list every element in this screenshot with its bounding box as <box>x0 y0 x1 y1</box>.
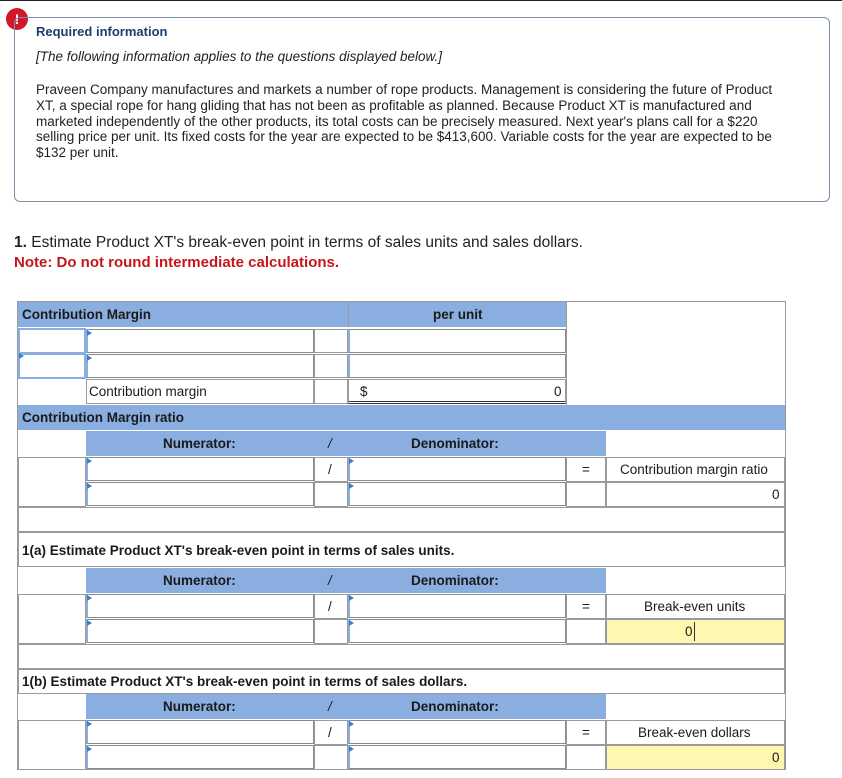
cm-ratio-denominator-header: Denominator: <box>411 436 499 451</box>
be-units-title: 1(a) Estimate Product XT's break-even point in terms of sales units. <box>22 543 455 558</box>
spacer-cell <box>566 619 606 644</box>
top-divider <box>0 0 842 1</box>
cm-label-select-2[interactable] <box>18 353 86 379</box>
blank-row <box>18 644 785 669</box>
required-note: [The following information applies to the questions displayed below.] <box>36 49 442 64</box>
be-dollars-result-cell <box>606 745 785 770</box>
division-slash: / <box>328 436 332 451</box>
spacer-cell <box>566 745 606 770</box>
division-slash: / <box>328 599 332 614</box>
cm-ratio-title: Contribution Margin ratio <box>22 410 184 425</box>
question-number: 1. <box>14 234 27 251</box>
alert-icon: ! <box>6 8 28 30</box>
dropdown-arrow-icon <box>87 746 92 752</box>
per-unit-header: per unit <box>433 307 483 322</box>
dropdown-arrow-icon <box>87 620 92 626</box>
be-dollars-title: 1(b) Estimate Product XT's break-even point in terms of sales dollars. <box>22 674 468 689</box>
be-units-denominator-input[interactable] <box>348 594 566 618</box>
be-dollars-numerator-header: Numerator: <box>163 699 236 714</box>
be-units-denominator-header: Denominator: <box>411 573 499 588</box>
cm-ratio-result-value: 0 <box>772 487 780 502</box>
spacer-cell <box>314 482 348 507</box>
dropdown-arrow-icon <box>349 458 354 464</box>
be-units-numerator-header: Numerator: <box>163 573 236 588</box>
spacer-cell <box>18 594 86 644</box>
question-text: Estimate Product XT's break-even point in terms of sales units and sales dollars. <box>31 234 583 251</box>
cm-title: Contribution Margin <box>22 307 151 322</box>
worksheet-grid <box>17 301 786 770</box>
cm-total-value-cell <box>348 379 566 404</box>
equals-sign: = <box>582 725 590 740</box>
dropdown-arrow-icon <box>19 353 24 359</box>
dropdown-arrow-icon <box>87 595 92 601</box>
dropdown-arrow-icon <box>87 355 92 361</box>
be-units-numerator-value-input[interactable] <box>86 619 314 643</box>
cm-ratio-numerator-header: Numerator: <box>163 436 236 451</box>
blank-row <box>18 507 785 532</box>
spacer-cell <box>18 720 86 770</box>
spacer-cell <box>314 354 348 378</box>
dropdown-arrow-icon <box>87 458 92 464</box>
spacer-cell <box>314 619 348 644</box>
dropdown-arrow-icon <box>349 483 354 489</box>
question-note: Note: Do not round intermediate calculations. <box>14 254 340 271</box>
divider <box>566 302 567 405</box>
cm-ratio-result-value-cell <box>606 482 785 507</box>
spacer-cell <box>566 482 606 507</box>
division-slash: / <box>328 462 332 477</box>
be-units-numerator-input[interactable] <box>86 594 314 618</box>
dropdown-arrow-icon <box>349 595 354 601</box>
cm-ratio-denominator-input[interactable] <box>348 457 566 481</box>
equals-sign: = <box>582 462 590 477</box>
dropdown-arrow-icon <box>87 483 92 489</box>
spacer-cell <box>18 457 86 507</box>
dropdown-arrow-icon <box>349 746 354 752</box>
cm-item-input-2[interactable] <box>86 354 314 378</box>
dropdown-arrow-icon <box>87 721 92 727</box>
be-dollars-result-value: 0 <box>772 750 780 765</box>
spacer-cell <box>314 329 348 353</box>
division-slash: / <box>328 573 332 588</box>
be-units-result-cell <box>606 619 785 644</box>
required-title: Required information <box>36 24 168 39</box>
divider <box>348 302 349 327</box>
dropdown-arrow-icon <box>87 330 92 336</box>
dropdown-arrow-icon <box>349 620 354 626</box>
cm-ratio-result-label: Contribution margin ratio <box>620 462 768 477</box>
cm-amount-input-2[interactable] <box>348 354 566 378</box>
equals-sign: = <box>582 599 590 614</box>
be-dollars-denominator-header: Denominator: <box>411 699 499 714</box>
cm-total-label: Contribution margin <box>89 384 207 399</box>
dollar-sign: $ <box>360 384 368 399</box>
spacer-cell <box>314 379 348 404</box>
spacer-cell <box>314 745 348 770</box>
division-slash: / <box>328 725 332 740</box>
be-dollars-result-label: Break-even dollars <box>638 725 751 740</box>
cm-total-value: 0 <box>554 384 562 399</box>
be-units-denominator-value-input[interactable] <box>348 619 566 643</box>
question-title <box>14 234 583 252</box>
be-dollars-denominator-input[interactable] <box>348 720 566 744</box>
cm-ratio-numerator-input[interactable] <box>86 457 314 481</box>
be-dollars-numerator-input[interactable] <box>86 720 314 744</box>
be-dollars-numerator-value-input[interactable] <box>86 745 314 769</box>
cm-label-select-1[interactable] <box>18 328 86 354</box>
cm-ratio-denominator-value-input[interactable] <box>348 482 566 506</box>
required-body: Praveen Company manufactures and markets a number of rope products. Management is considering the future of Product XT, a special rope for hang gliding that has not been as profitable as planned. Because Product XT is manufactured and marketed independently of the other products, its total costs can be precisely measured. Next year's plans call for a $220 selling price per unit. Its fixed costs for the year are expected to be $413,600. Variable costs for the year are expected to be $132 per unit. <box>36 82 773 161</box>
be-units-result-label: Break-even units <box>644 599 746 614</box>
cm-ratio-numerator-value-input[interactable] <box>86 482 314 506</box>
cm-item-input-1[interactable] <box>86 329 314 353</box>
cm-amount-input-1[interactable] <box>348 329 566 353</box>
text-cursor <box>694 622 695 641</box>
division-slash: / <box>328 699 332 714</box>
dropdown-arrow-icon <box>349 721 354 727</box>
be-units-result-value: 0 <box>685 624 693 639</box>
be-dollars-denominator-value-input[interactable] <box>348 745 566 769</box>
